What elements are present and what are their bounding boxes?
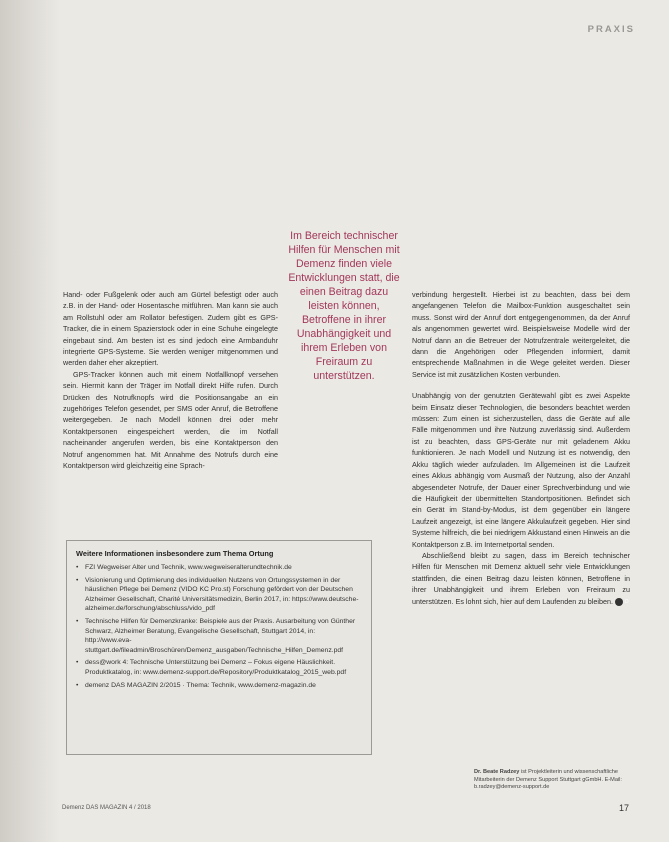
body-paragraph: Hand- oder Fußgelenk oder auch am Gürtel befestigt oder auch z.B. in der Hand- oder Hosentasche mitführen. Man kann sie auch am Rollstuhl oder am Rollator befestigen. Zudem gibt es GPS-Tracker, die in einem Spazierstock oder in eine Schuhe eingelegte eingebaut sind. Am besten ist es sind jedoch eine Armbanduhr integrierte GPS-Systeme. Sie werden weniger mitgenommen und werden daher eher akzeptiert. xyxy=(63,290,278,368)
bullet-icon: • xyxy=(76,681,79,689)
info-list-item: • demenz DAS MAGAZIN 2/2015 · Thema: Technik, www.demenz-magazin.de xyxy=(76,681,316,689)
page-number: 17 xyxy=(618,803,629,813)
body-paragraph: GPS-Tracker können auch mit einem Notfallknopf versehen sein. Hiermit kann der Träger im Notfall direkt Hilfe rufen. Durch Drücken des Notrufknopfs wird die Positionsangabe an ein zugehöriges Telefon gesendet, per SMS oder Anruf, die Betroffene weitergegeben. Je nach Modell können drei oder mehr Kontaktpersonen eingespeichert werden, die im Notfall nacheinander angerufen werden, bis eine Kontaktperson den Notruf angenommen hat. Mit Annahme des Notrufs durch eine Kontaktperson wird gleichzeitig eine Sprach- xyxy=(63,369,278,471)
end-mark-icon: D xyxy=(615,598,623,606)
bullet-icon: • xyxy=(76,617,79,625)
body-paragraph: verbindung hergestellt. Hierbei ist zu beachten, dass bei dem angefangenen Telefon die Mailbox-Funktion ausgeschaltet sein muss. Sonst wird der Anruf dort entgegengenommen, da der Anruf als angenommen gewertet wird. Beispielsweise Modelle wird der Notruf dann an die Betreuer der Notrufzentrale weitergeleitet, die dann die Angehörigen oder Pflegenden informiert, damit entsprechende Maßnahmen in die Wege geleitet werden. Dieser Service ist mit zusätzlichen Kosten verbunden. xyxy=(412,290,630,379)
info-list-item: • dess@work 4: Technische Unterstützung bei Demenz – Fokus eigene Häuslichkeit. Produktkatalog, in: www.demenz-support.de/Repository/Produktkatalog_2015_web.pdf xyxy=(76,659,347,676)
author-name: Dr. Beate Radzey xyxy=(474,769,520,775)
body-paragraph xyxy=(412,550,630,607)
footer-publication: Demenz DAS MAGAZIN 4 / 2018 xyxy=(62,805,151,811)
bullet-icon: • xyxy=(76,564,79,571)
info-list-item: • Visionierung und Optimierung des individuellen Nutzens von Ortungssystemen in der häuslichen Pflege bei Demenz (VIDO KC Pro.st) Forschung gefördert von der Deutschen Alzheimer Gesellschaft, Charité Universitätsmedizin, Berlin 2017, in: https://www.deutsche-alzheimer.de/forschung/abschluss/vido_pdf xyxy=(76,576,359,613)
pull-quote: Im Bereich technischer Hilfen für Menschen mit Demenz finden viele Entwicklungen statt, die einen Beitrag dazu leisten können, Betroffene in ihrer Unabhängigkeit und ihrem Erleben von Freiraum zu unterstützen. xyxy=(288,230,400,382)
bullet-icon: • xyxy=(76,576,79,584)
info-list xyxy=(76,563,362,690)
right-column xyxy=(412,289,630,607)
info-box xyxy=(66,540,372,755)
info-box-title: Weitere Informationen insbesondere zum Thema Ortung xyxy=(76,549,274,558)
info-list-item: • FZI Wegweiser Alter und Technik, www.wegweiseralterundtechnik.de xyxy=(76,564,292,571)
scan-edge-shadow xyxy=(0,0,60,842)
closing-text: Abschließend bleibt zu sagen, dass im Bereich technischer Hilfen für Menschen mit Demenz aktuell sehr viele Entwicklungen stattfinden, die einen Beitrag dazu leisten können, Betroffene in ihrer Unabhängigkeit und ihrem Erleben von Freiraum zu unterstützen. Es lohnt sich, hier auf dem Laufenden zu bleiben. xyxy=(412,550,630,606)
author-bio: ist Projektleiterin und wissenschaftliche Mitarbeiterin der Demenz Support Stuttgart gGmbH. E-Mail: b.radzey@demenz-support.de xyxy=(474,769,622,791)
author-note xyxy=(474,769,634,792)
bullet-icon: • xyxy=(76,659,79,667)
section-tag: PRAXIS xyxy=(587,24,635,35)
body-paragraph: Unabhängig von der genutzten Gerätewahl gibt es zwei Aspekte beim Einsatz dieser Technologien, die besonders beachtet werden müssen: Zum einen ist sicherzustellen, dass die Geräte auf alle Fälle mitgenommen und ihre Nutzung zuverlässig sind. Außerdem ist zu beachten, dass GPS-Geräte nur mit geladenem Akku funktionieren. Je nach Modell und Nutzung ist es notwendig, den Akku täglich wieder aufzuladen. Im Allgemeinen ist die Laufzeit eines Akkus abhängig vom Ausmaß der Nutzung, also der Anzahl abgesendeter Notrufe, der Dauer einer Sprechverbindung und wie die Häufigkeit der übermittelten Standortpositionen. Befindet sich ein Gerät im Stand-by-Modus, ist dem gegenüber ein längere Laufzeit angezeigt, ist eine längere Akkulaufzeit gegeben. Hier sind Systeme hilfreich, die bei niedrigem Akkustand einen Hinweis an die Kontaktperson z.B. im Internetportal senden. xyxy=(412,391,630,549)
left-column xyxy=(63,289,278,472)
info-list-item: • Technische Hilfen für Demenzkranke: Beispiele aus der Praxis. Ausarbeitung von Günther Schwarz, Alzheimer Beratung, Evangelische Gesellschaft, Stuttgart 2014, in: http://www.eva-stuttgart.de/fileadmin/Broschüren/Demenz_ausgaben/Technische_Hilfen_Demenz.pdf xyxy=(76,617,356,654)
